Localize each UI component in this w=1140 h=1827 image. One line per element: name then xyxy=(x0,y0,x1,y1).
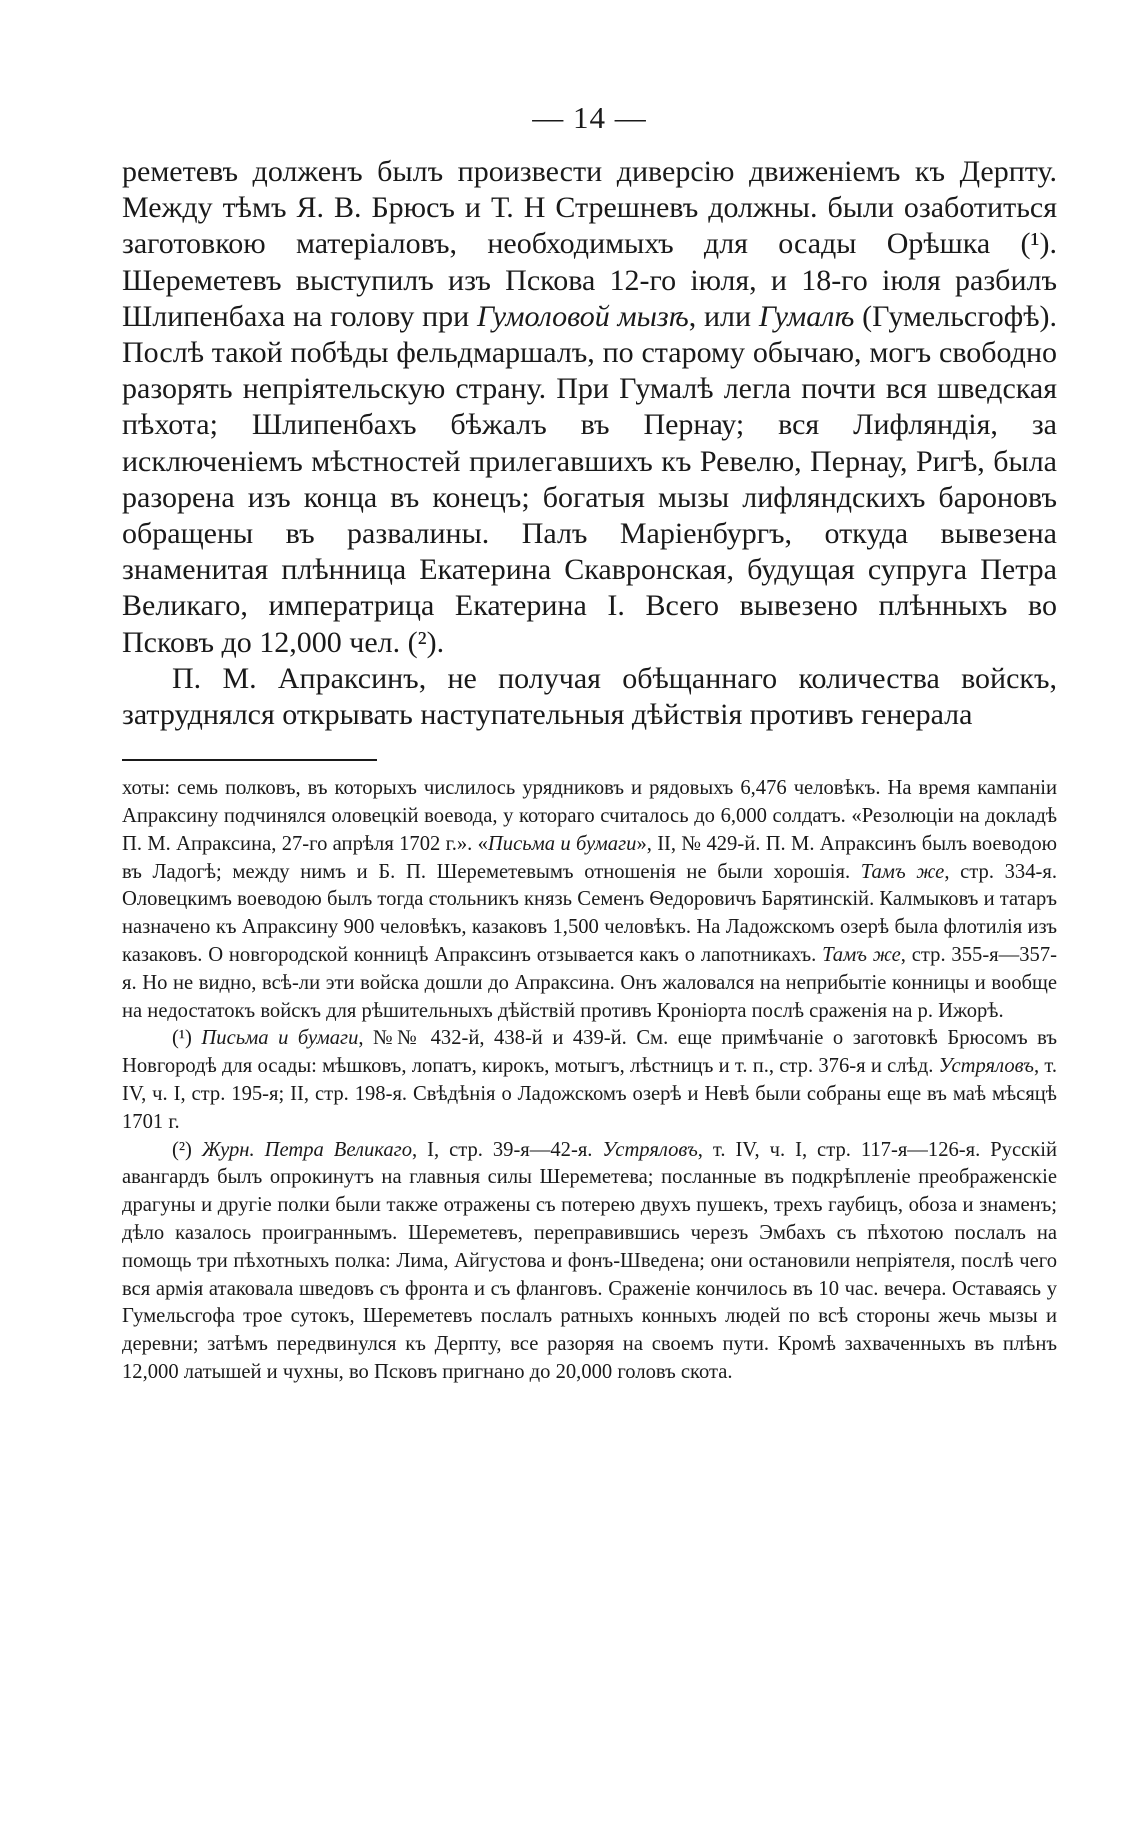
text-run: , стр. 334-я. Оловецкимъ воеводою былъ тогда стольникъ князь Семенъ Ѳедоровичъ Барятинскій. Калмыковъ и татаръ назначено къ Апраксину 900 человѣкъ, казаковъ 1,500 человѣкъ. На Ладожскомъ озерѣ была флотилія изъ казаковъ. О новгородской конницѣ Апраксинъ отзывается какъ о лапотникахъ. xyxy=(122,860,1058,967)
footnote-1 xyxy=(122,1025,1057,1136)
text-run: (Гумельсгофѣ). Послѣ такой побѣды фельдмаршалъ, по старому обычаю, могъ свободно разорять непріятельскую страну. При Гумалѣ легла почти вся шведская пѣхота; Шлипенбахъ бѣжалъ въ Пернау; вся Лифляндія, за исключеніемъ мѣстностей прилегавшихъ къ Ревелю, Пернау, Ригѣ, была разорена изъ конца въ конецъ; богатыя мызы лифляндскихъ бароновъ обращены въ развалины. Палъ Маріенбургъ, откуда вывезена знаменитая плѣнница Екатерина Скавронская, будущая супруга Петра Великаго, императрица Екатерина I. Всего вывезено плѣнныхъ во Псковъ до 12,000 чел. (²). xyxy=(122,299,1057,659)
footnote-continuation xyxy=(122,775,1057,1025)
footnote-2 xyxy=(122,1137,1057,1387)
footnote-marker: (¹) xyxy=(172,1027,202,1050)
main-paragraph-1 xyxy=(122,154,1057,661)
main-paragraph-2 xyxy=(122,661,1057,733)
main-text xyxy=(122,154,1057,733)
footnote-separator xyxy=(122,759,377,761)
italic-reference: Тамъ же xyxy=(860,860,945,883)
text-run: реметевъ долженъ былъ произвести диверсію движеніемъ къ Дерпту. Между тѣмъ Я. В. Брюсъ и Т. Н Стрешневъ должны. были озаботиться заготовкою матеріаловъ, необходимыхъ для осады Орѣшка (¹). Шереметевъ выступилъ изъ Пскова 12-го іюля, и 18-го іюля разбилъ Шлипенбаха на голову при xyxy=(122,155,1057,333)
text-run: , т. IV, ч. I, стр. 195-я; II, стр. 198-я. Свѣдѣнія о Ладожскомъ озерѣ и Невѣ были собраны еще въ маѣ мѣсяцѣ 1701 г. xyxy=(122,1055,1057,1133)
text-run: , стр. 355-я—357-я. Но не видно, всѣ-ли эти войска дошли до Апраксина. Онъ жаловался на неприбытіе конницы и вообще на недостатокъ войскъ для рѣшительныхъ дѣйствій противъ Кроніорта послѣ сраженія на р. Ижорѣ. xyxy=(122,944,1057,1022)
italic-source-title: Журн. Петра Великаго xyxy=(201,1138,412,1161)
text-run: , №№ 432-й, 438-й и 439-й. См. еще примѣчаніе о заготовкѣ Брюсомъ въ Новгородѣ для осады: мѣшковъ, лопатъ, кирокъ, мотыгъ, лѣстницъ и т. п., стр. 376-я и слѣд. xyxy=(122,1027,1057,1078)
italic-author-name: Устряловъ xyxy=(602,1138,698,1161)
text-run: , или xyxy=(688,299,759,333)
italic-source-title: Письма и бумаги xyxy=(201,1027,359,1050)
italic-author-name: Устряловъ xyxy=(938,1055,1034,1078)
page-number: — 14 — xyxy=(532,100,647,135)
footnote-marker: (²) xyxy=(172,1138,202,1161)
text-run: , т. IV, ч. I, стр. 117-я—126-я. Русскій авангардъ былъ опрокинутъ на главныя силы Шереметева; посланные въ подкрѣпленіе преображенскіе драгуны и другіе полки были также отражены съ потерею двухъ пушекъ, трехъ гаубицъ, обоза и знаменъ; дѣло казалось проиграннымъ. Шереметевъ, переправившись черезъ Эмбахъ съ пѣхотою послалъ на помощь три пѣхотныхъ полка: Лима, Айгустова и фонъ-Шведена; они остановили непріятеля, послѣ чего вся армія атаковала шведовъ съ фронта и съ фланговъ. Сраженіе кончилось въ 10 час. вечера. Оставаясь у Гумельсгофа трое сутокъ, Шереметевъ послалъ ратныхъ конныхъ людей по всѣ стороны жечь мызы и деревни; затѣмъ передвинулся къ Дерпту, все разоряя на своемъ пути. Кромѣ захваченныхъ въ плѣнъ 12,000 латышей и чухны, во Псковъ пригнано до 20,000 головъ скота. xyxy=(122,1138,1057,1383)
italic-reference: Тамъ же xyxy=(822,944,901,967)
footnotes xyxy=(122,775,1057,1387)
text-run: хоты: семь полковъ, въ которыхъ числилось урядниковъ и рядовыхъ 6,476 человѣкъ. На время кампаніи Апраксину подчинялся оловецкій воевода, у котораго считалось до 6,000 солдатъ. «Резолюціи на докладѣ П. М. Апраксина, 27-го апрѣля 1702 г.». « xyxy=(122,777,1057,855)
text-run: , I, стр. 39-я—42-я. xyxy=(412,1138,603,1161)
italic-place-name: Гумалѣ xyxy=(758,299,855,333)
book-page xyxy=(122,100,1057,1387)
italic-source-title: Письма и бумаги xyxy=(487,832,637,855)
italic-place-name: Гумоловой мызѣ xyxy=(476,299,689,333)
text-run: », II, № 429-й. П. М. Апраксинъ былъ воеводою въ Ладогѣ; между нимъ и Б. П. Шереметевымъ отношенія не были хорошія. xyxy=(122,832,1057,883)
text-run: П. М. Апраксинъ, не получая обѣщаннаго количества войскъ, затруднялся открывать наступательныя дѣйствія противъ генерала xyxy=(122,661,1057,732)
